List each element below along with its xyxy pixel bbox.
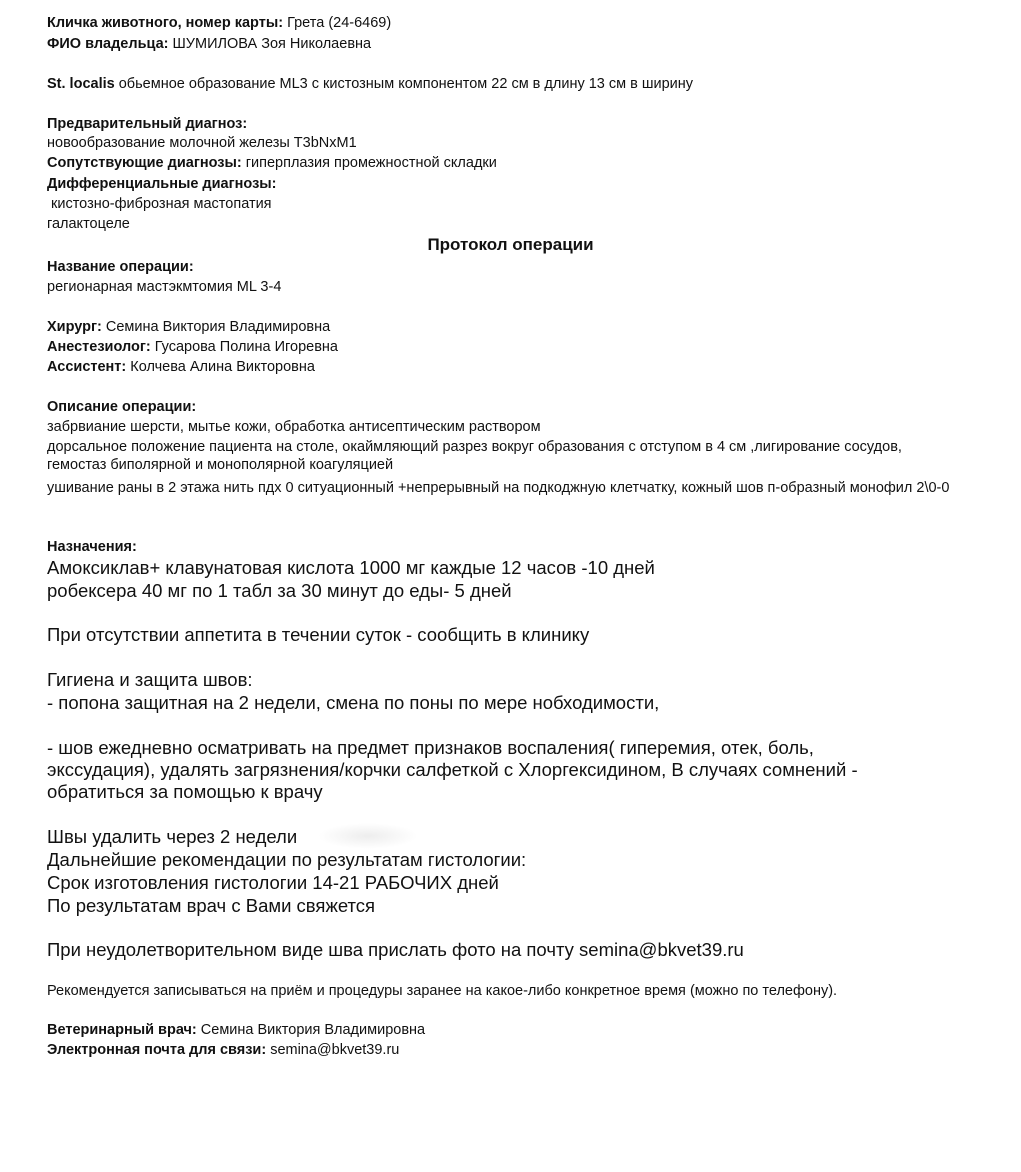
- hygiene-item: - шов ежедневно осматривать на предмет признаков воспаления( гиперемия, отек, боль, экссудация), удалять загрязнения/корчки салфеткой с Хлоргексидином, В случаях сомнений - обратиться за помощью к врачу: [47, 737, 858, 802]
- surgeon-line: [47, 318, 330, 336]
- operation-label: Название операции:: [47, 259, 194, 275]
- pet-line: [47, 14, 391, 32]
- recommendation-text: Рекомендуется записываться на приём и процедуры заранее на какое-либо конкретное время (можно по телефону).: [47, 983, 838, 999]
- anesthesiologist-line: [47, 338, 338, 356]
- preliminary-diagnosis-value: новообразование молочной железы T3bNxM1: [47, 135, 357, 151]
- email-value: semina@bkvet39.ru: [270, 1042, 400, 1058]
- pet-value: Грета (24-6469): [287, 15, 392, 31]
- prescription-line: Амоксиклав+ клавунатовая кислота 1000 мг каждые 12 часов -10 дней: [47, 557, 655, 578]
- followup-line: Швы удалить через 2 недели: [47, 826, 298, 847]
- anesthesiologist-value: Гусарова Полина Игоревна: [154, 339, 338, 355]
- assistant-value: Колчева Алина Викторовна: [130, 359, 315, 375]
- concomitant-value: гиперплазия промежностной складки: [245, 155, 497, 171]
- concomitant-label: Сопутствующие диагнозы:: [47, 155, 242, 171]
- preliminary-diagnosis-label: Предварительный диагноз:: [47, 116, 248, 132]
- vet-label: Ветеринарный врач:: [47, 1022, 197, 1038]
- protocol-title: Протокол операции: [427, 235, 594, 254]
- hygiene-title: Гигиена и защита швов:: [47, 669, 253, 690]
- vet-value: Семина Виктория Владимировна: [200, 1022, 426, 1038]
- followup-line: Дальнейшие рекомендации по результатам гистологии:: [47, 849, 527, 870]
- email-line: [47, 1041, 399, 1059]
- owner-value: ШУМИЛОВА Зоя Николаевна: [172, 36, 372, 52]
- description-line: дорсальное положение пациента на столе, окаймляющий разрез вокруг образования с отступом в 4 см ,лигирование сосудов, гемостаз биполярной и монополярной коагуляцией: [47, 439, 902, 473]
- appetite-note: При отсутствии аппетита в течении суток - сообщить в клинику: [47, 624, 590, 645]
- followup-line: Срок изготовления гистологии 14-21 РАБОЧИХ дней: [47, 872, 499, 893]
- differential-item: галактоцеле: [47, 216, 130, 232]
- surgeon-label: Хирург:: [47, 319, 102, 335]
- assistant-line: [47, 358, 315, 376]
- description-line: ушивание раны в 2 этажа нить пдх 0 ситуационный +непрерывный на подкоджную клетчатку, кожный шов п-образный монофил 2\0-0: [47, 480, 950, 496]
- differential-diagnosis-label: Дифференциальные диагнозы:: [47, 176, 277, 192]
- assistant-label: Ассистент:: [47, 359, 127, 375]
- owner-line: [47, 35, 371, 53]
- localis-label: St. localis: [47, 76, 115, 92]
- differential-item: кистозно-фиброзная мастопатия: [51, 196, 272, 212]
- localis-line: [47, 75, 693, 93]
- description-line: забрвиание шерсти, мытье кожи, обработка антисептическим раствором: [47, 419, 541, 435]
- surgeon-value: Семина Виктория Владимировна: [105, 319, 331, 335]
- operation-value: регионарная мастэкмтомия ML 3-4: [47, 279, 282, 295]
- pet-label: Кличка животного, номер карты:: [47, 15, 284, 31]
- hygiene-item: - попона защитная на 2 недели, смена по поны по мере нобходимости,: [47, 692, 660, 713]
- photo-note: При неудолетворительном виде шва прислать фото на почту semina@bkvet39.ru: [47, 939, 744, 960]
- description-label: Описание операции:: [47, 399, 197, 415]
- anesthesiologist-label: Анестезиолог:: [47, 339, 151, 355]
- localis-value: обьемное образование ML3 с кистозным компонентом 22 см в длину 13 см в ширину: [118, 76, 694, 92]
- concomitant-diagnosis-line: [47, 154, 497, 172]
- prescriptions-label: Назначения:: [47, 539, 137, 555]
- owner-label: ФИО владельца:: [47, 36, 169, 52]
- email-label: Электронная почта для связи:: [47, 1042, 267, 1058]
- prescription-line: робексера 40 мг по 1 табл за 30 минут до еды- 5 дней: [47, 580, 512, 601]
- vet-line: [47, 1021, 425, 1039]
- followup-line: По результатам врач с Вами свяжется: [47, 895, 376, 916]
- scan-smudge: [318, 823, 418, 849]
